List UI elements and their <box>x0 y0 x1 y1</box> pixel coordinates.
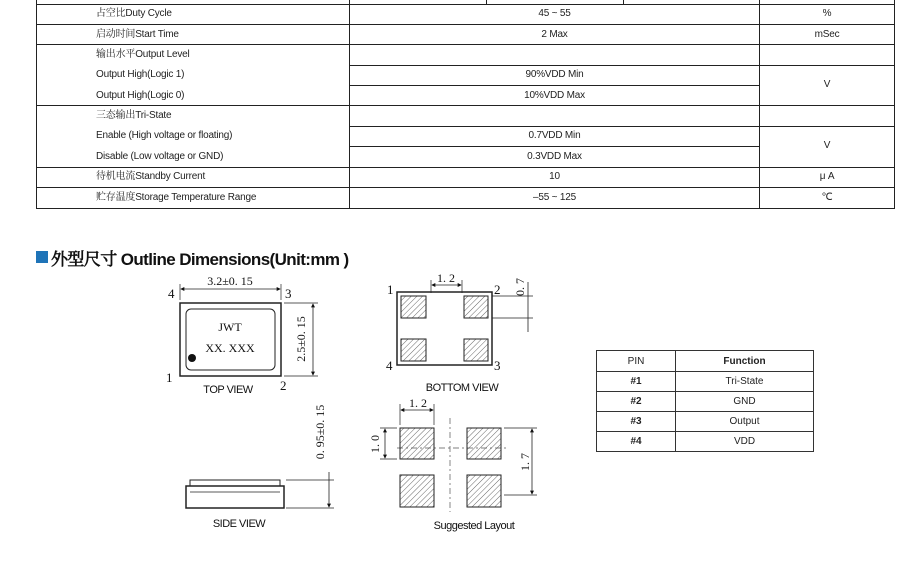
pin-number: 4 <box>168 286 175 301</box>
row-value: 45 ~ 55 <box>538 8 571 19</box>
row-label-storage-temp: 贮存温度Storage Temperature Range <box>96 192 257 203</box>
pin-cell: #4 <box>597 432 676 451</box>
pin-number: 1 <box>166 370 173 385</box>
layout-pitch-dimension: 1. 7 <box>518 453 532 471</box>
layout-pad <box>400 475 434 507</box>
package-side-body <box>186 486 284 508</box>
row-value: 90%VDD Min <box>525 69 584 80</box>
row-label-enable: Enable (High voltage or floating) <box>96 130 233 141</box>
pin-column-header: PIN <box>597 351 676 371</box>
function-cell: GND <box>733 396 756 407</box>
width-dimension: 3.2±0. 15 <box>207 274 253 288</box>
pin1-dot <box>188 354 196 362</box>
pin-cell: #2 <box>597 392 676 411</box>
height-dimension: 2.5±0. 15 <box>294 316 308 362</box>
function-column-header: Function <box>723 355 766 367</box>
top-view-caption: TOP VIEW <box>203 384 253 396</box>
row-unit-merged: V <box>823 140 831 151</box>
row-unit: % <box>822 8 832 19</box>
section-title: 外型尺寸 Outline Dimensions(Unit:mm ) <box>51 249 349 269</box>
row-label-output-high: Output High(Logic 1) <box>96 69 185 80</box>
suggested-layout-caption: Suggested Layout <box>433 520 515 532</box>
bottom-view-caption: BOTTOM VIEW <box>425 382 499 394</box>
pad-width-dimension: 1. 2 <box>437 271 455 285</box>
row-label-duty-cycle: 占空比Duty Cycle <box>96 8 172 19</box>
function-cell: Tri-State <box>725 376 764 387</box>
layout-pad <box>467 475 501 507</box>
row-unit: μ A <box>819 171 835 182</box>
pad <box>464 296 488 318</box>
package-side-lid <box>190 480 280 486</box>
pin-number: 2 <box>280 378 287 393</box>
top-view <box>166 274 318 396</box>
layout-pad <box>400 428 434 459</box>
table-row <box>597 391 813 411</box>
table-row <box>597 431 813 451</box>
pad-height-dimension: 0. 7 <box>513 278 527 296</box>
pin-table-header <box>597 351 813 371</box>
layout-pad <box>467 428 501 459</box>
row-unit-merged: V <box>823 79 831 90</box>
pin-number: 3 <box>494 358 501 373</box>
row-value: 2 Max <box>541 29 568 40</box>
pad <box>401 296 426 318</box>
pin-cell: #1 <box>597 372 676 391</box>
pin-number: 4 <box>386 358 393 373</box>
bottom-view <box>386 271 533 394</box>
pin-table <box>596 350 814 452</box>
layout-pad-width-dimension: 1. 2 <box>409 396 427 410</box>
marking-line-1: JWT <box>218 320 242 334</box>
row-label-start-time: 启动时间Start Time <box>96 29 179 40</box>
row-label-output-low: Output High(Logic 0) <box>96 90 185 101</box>
suggested-layout <box>368 396 537 532</box>
pin-number: 3 <box>285 286 292 301</box>
function-cell: Output <box>729 416 760 427</box>
thickness-dimension: 0. 95±0. 15 <box>313 404 327 460</box>
pin-number: 1 <box>387 282 394 297</box>
table-row <box>597 411 813 431</box>
marking-line-2: XX. XXX <box>205 341 255 355</box>
row-value: 10%VDD Max <box>524 90 585 101</box>
row-value: 0.3VDD Max <box>527 151 582 162</box>
side-view <box>186 405 334 530</box>
row-label-tri-state: 三态输出Tri-State <box>96 110 172 121</box>
package-outline <box>180 303 281 376</box>
pad <box>464 339 488 361</box>
pad <box>401 339 426 361</box>
pin-cell: #3 <box>597 412 676 431</box>
row-unit: ℃ <box>821 192 833 203</box>
row-unit: mSec <box>814 29 840 40</box>
row-label-standby: 待机电流Standby Current <box>96 171 206 182</box>
side-view-caption: SIDE VIEW <box>212 518 266 530</box>
function-cell: VDD <box>733 436 756 447</box>
row-label-output-level: 输出水平Output Level <box>96 49 190 60</box>
table-row <box>597 371 813 391</box>
layout-pad-height-dimension: 1. 0 <box>368 435 382 453</box>
row-value: 10 <box>549 171 560 182</box>
row-label-disable: Disable (Low voltage or GND) <box>96 151 224 162</box>
row-value: –55 ~ 125 <box>533 192 576 203</box>
row-value: 0.7VDD Min <box>528 130 581 141</box>
pin-number: 2 <box>494 282 501 297</box>
package-lid <box>186 309 275 370</box>
